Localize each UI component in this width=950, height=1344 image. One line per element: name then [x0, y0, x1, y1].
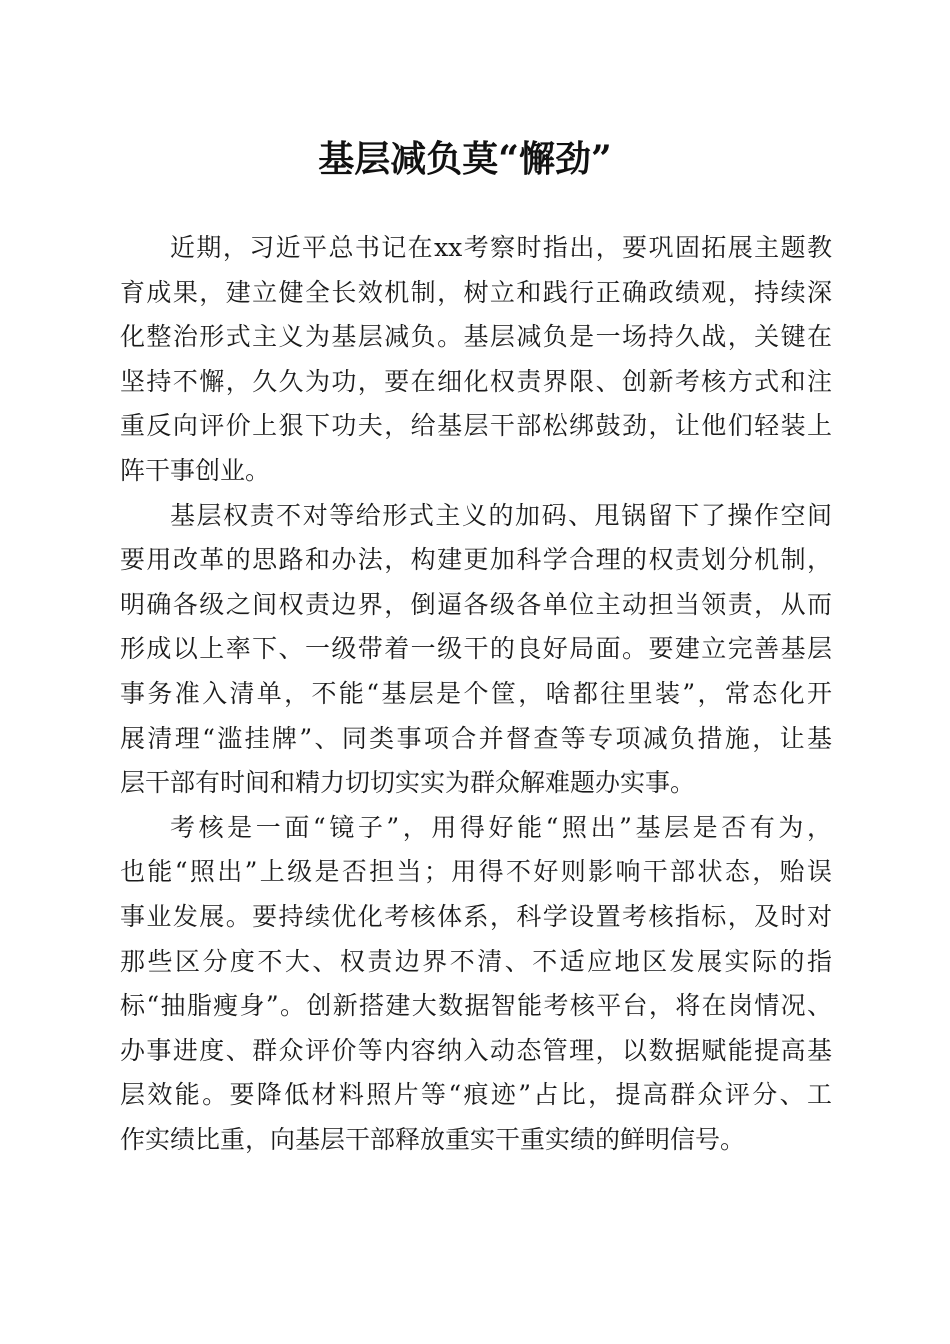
paragraph-2 — [120, 494, 832, 806]
document-body — [120, 226, 832, 1162]
text-line: 作实绩比重，向基层干部释放重实干重实绩的鲜明信号。 — [120, 1124, 746, 1154]
text-line: 标“抽脂瘦身”。创新搭建大数据智能考核平台，将在岗情况、 — [120, 991, 832, 1021]
paragraph-1 — [120, 226, 832, 494]
text-line: 基层权责不对等给形式主义的加码、甩锅留下了操作空间 — [170, 500, 832, 530]
paragraph-3 — [120, 806, 832, 1163]
text-line: 要用改革的思路和办法，构建更加科学合理的权责划分机制， — [120, 545, 832, 575]
text-line: 那些区分度不大、权责边界不清、不适应地区发展实际的指 — [120, 946, 832, 976]
text-line: 阵干事创业。 — [120, 455, 271, 485]
text-line: 事务准入清单，不能“基层是个筐，啥都往里装”，常态化开 — [120, 678, 832, 708]
document-title: 基层减负莫“懈劲” — [318, 138, 612, 180]
text-line: 层干部有时间和精力切切实实为群众解难题办实事。 — [120, 768, 696, 798]
text-line: 近期，习近平总书记在xx考察时指出，要巩固拓展主题教 — [170, 233, 832, 262]
text-line: 考核是一面“镜子”，用得好能“照出”基层是否有为， — [170, 812, 832, 842]
text-line: 办事进度、群众评价等内容纳入动态管理，以数据赋能提高基 — [120, 1035, 832, 1065]
text-line: 事业发展。要持续优化考核体系，科学设置考核指标，及时对 — [120, 901, 832, 931]
text-line: 坚持不懈，久久为功，要在细化权责界限、创新考核方式和注 — [120, 366, 832, 396]
text-line: 化整治形式主义为基层减负。基层减负是一场持久战，关键在 — [120, 322, 832, 352]
text-line: 也能“照出”上级是否担当；用得不好则影响干部状态，贻误 — [120, 857, 832, 887]
text-line: 明确各级之间权责边界，倒逼各级各单位主动担当领责，从而 — [120, 589, 832, 619]
text-line: 重反向评价上狠下功夫，给基层干部松绑鼓劲，让他们轻装上 — [120, 411, 832, 441]
text-line: 展清理“滥挂牌”、同类事项合并督查等专项减负措施，让基 — [120, 723, 832, 753]
text-line: 育成果，建立健全长效机制，树立和践行正确政绩观，持续深 — [120, 277, 832, 307]
text-line: 形成以上率下、一级带着一级干的良好局面。要建立完善基层 — [120, 634, 832, 664]
text-line: 层效能。要降低材料照片等“痕迹”占比，提高群众评分、工 — [120, 1080, 832, 1110]
